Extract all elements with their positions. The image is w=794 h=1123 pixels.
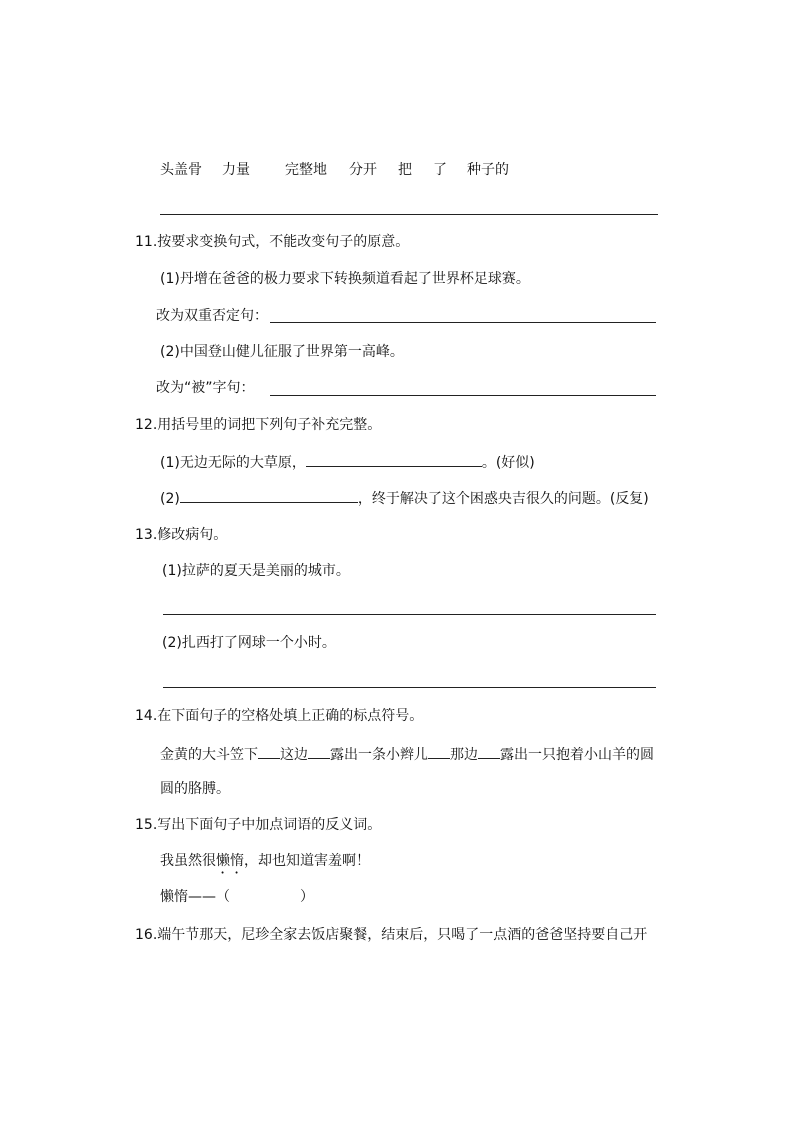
q12-s1-start: (1)无边无际的大草原， <box>160 455 306 471</box>
q14-part-b: 这边 <box>280 747 308 763</box>
word-1: 头盖骨 <box>160 162 202 178</box>
q16-title: 16.端午节那天，尼珍全家去饭店聚餐，结束后，只喝了一点酒的爸爸坚持要自己开 <box>135 927 648 943</box>
q15-title: 15.写出下面句子中加点词语的反义词。 <box>135 817 382 833</box>
q14-part-a: 金黄的大斗笠下 <box>160 747 258 763</box>
q13-sentence-1: (1)拉萨的夏天是美丽的城市。 <box>162 563 350 579</box>
q14-part-c: 露出一条小辫儿 <box>330 747 428 763</box>
q12-s2-end: ，终于解决了这个困惑央吉很久的问题。(反复) <box>357 491 649 507</box>
word-5: 把 <box>398 162 412 178</box>
word-6: 了 <box>433 162 447 178</box>
answer-line-q13-2[interactable] <box>163 687 656 688</box>
q15-dotted-word: 懒惰 <box>216 853 244 869</box>
blank-q14-3[interactable] <box>428 744 450 759</box>
q12-title: 12.用括号里的词把下列句子补充完整。 <box>135 417 382 433</box>
answer-line-q13-1[interactable] <box>163 614 656 615</box>
q12-s1-end: 。(好似) <box>481 455 535 471</box>
answer-line-q10[interactable] <box>160 214 658 215</box>
q11-title: 11.按要求变换句式，不能改变句子的原意。 <box>135 234 410 250</box>
q15-s-end: ，却也知道害羞啊！ <box>244 853 370 869</box>
word-4: 分开 <box>349 162 377 178</box>
q11-sentence-1: (1)丹增在爸爸的极力要求下转换频道看起了世界杯足球赛。 <box>160 271 530 287</box>
blank-q14-4[interactable] <box>478 744 500 759</box>
q12-s2-start: (2) <box>160 491 180 507</box>
q15-answer[interactable]: 懒惰——（ ） <box>160 889 314 905</box>
q15-sentence <box>160 852 370 877</box>
word-7: 种子的 <box>467 162 509 178</box>
q14-sentence-cont: 圆的胳膊。 <box>160 781 230 797</box>
answer-line-q11-1[interactable] <box>270 322 656 323</box>
word-2: 力量 <box>222 162 250 178</box>
q12-sentence-1 <box>160 452 535 472</box>
q11-prompt-1: 改为双重否定句： <box>156 308 268 324</box>
q14-part-d: 那边 <box>450 747 478 763</box>
q13-title: 13.修改病句。 <box>135 527 228 543</box>
blank-q14-2[interactable] <box>308 744 330 759</box>
q14-title: 14.在下面句子的空格处填上正确的标点符号。 <box>135 708 424 724</box>
blank-q12-2[interactable] <box>180 488 358 503</box>
blank-q12-1[interactable] <box>306 452 482 467</box>
q11-prompt-2: 改为“被”字句： <box>156 380 255 396</box>
q11-sentence-2: (2)中国登山健儿征服了世界第一高峰。 <box>160 344 404 360</box>
q14-part-e: 露出一只抱着小山羊的圆 <box>500 747 654 763</box>
q13-sentence-2: (2)扎西打了网球一个小时。 <box>162 635 336 651</box>
answer-line-q11-2[interactable] <box>270 395 656 396</box>
q15-s-start: 我虽然很 <box>160 853 216 869</box>
q12-sentence-2 <box>160 488 649 508</box>
q14-sentence <box>160 744 654 764</box>
word-3: 完整地 <box>285 162 327 178</box>
blank-q14-1[interactable] <box>258 744 280 759</box>
